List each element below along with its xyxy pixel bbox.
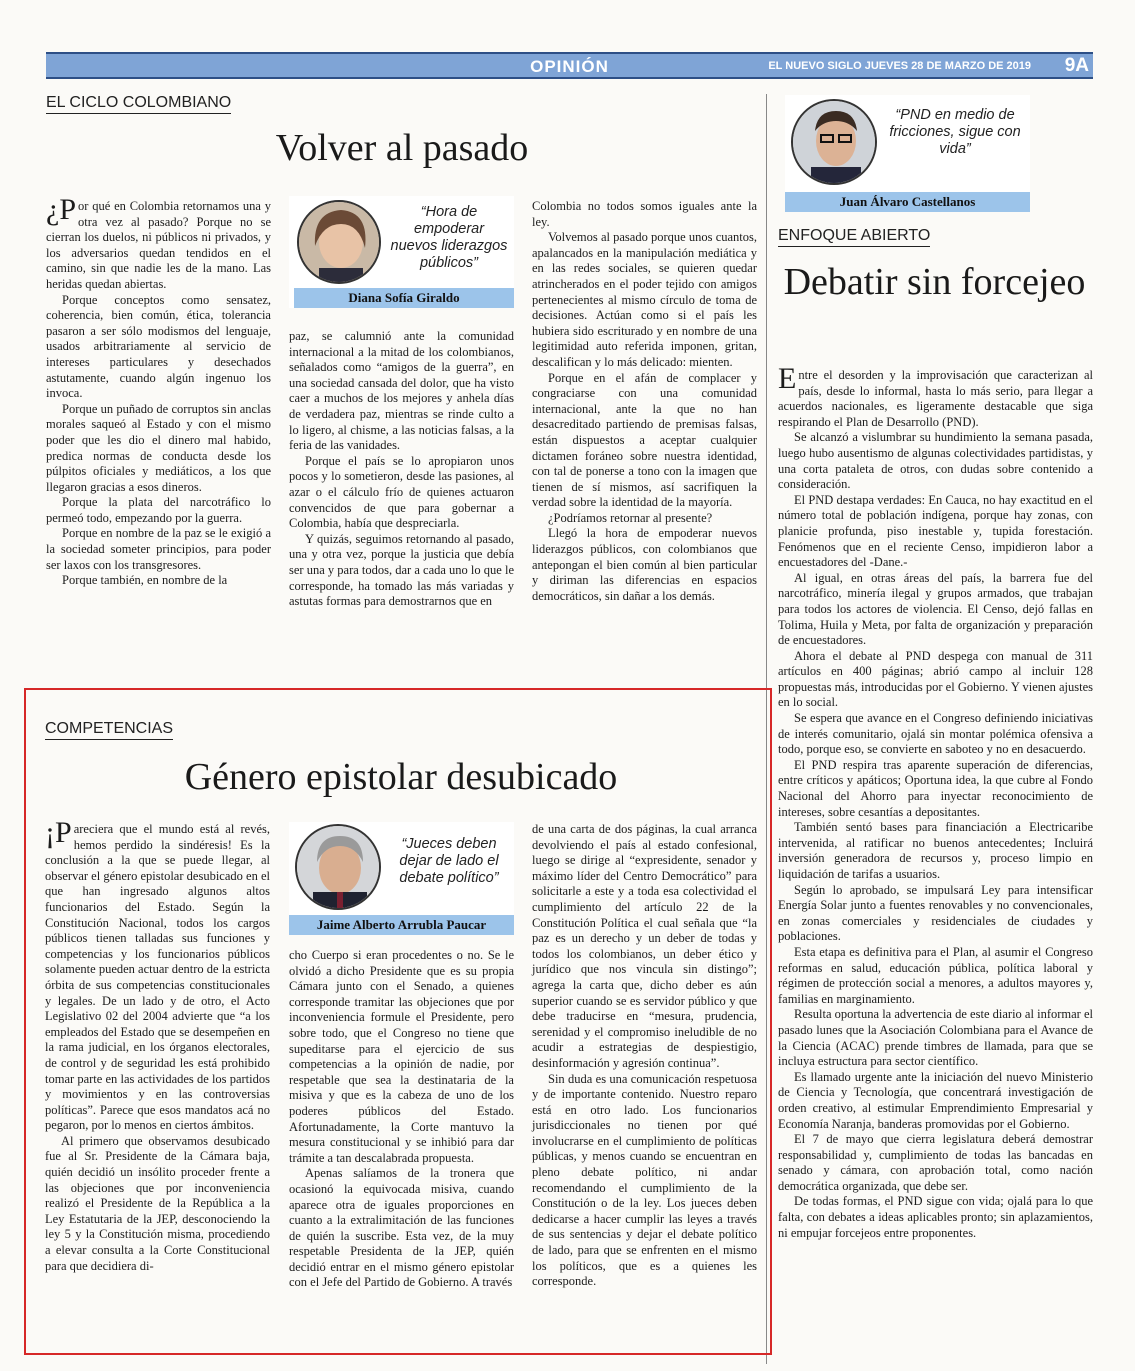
paragraph: ¡Pareciera que el mundo está al revés, hemos perdido la sindéresis! Es la conclusión a la que se puede llegar, al observar el género epistolar desubicado en el que han ingresado algunos altos funcionarios del Estado. Según la Constitución Nacional, todos los cargos públicos tienen talladas sus funciones y competencias y los funcionarios públicos solamente pueden actuar dentro de la estricta órbita de sus competencias constitucionales y legales. De un lado y de otro, el Acto Legislativo 02 del 2004 advierte que “a los empleados del Estado que se desempeñen en la rama judicial, en los órganos electorales, de control y de seguridad les está prohibido tomar parte en las actividades de los partidos y movimientos y en las controversias políticas”. Parece que esos mandatos acá no pegaron, por lo menos en ciertos ámbitos. [45,816,270,1133]
paragraph: El PND respira tras aparente superación de diferencias, entre críticos y apáticos; Oportuna idea, la que cubre al Fondo Nacional del Ahorro para inyectar reconocimiento de intereses, sobre cesantías a depositantes. [778,757,1093,819]
article2-headline: Debatir sin forcejeo [783,261,1086,303]
paragraph: Es llamado urgente ante la iniciación del nuevo Ministerio de Ciencia y Tecnología, que concentrará investigación de orden creativo, al estimular Emprendimiento Empresarial y Economía Naranja, banderas promovidas por el Gobierno. [778,1069,1093,1131]
section-title: OPINIÓN [530,57,609,76]
author-name: Diana Sofía Giraldo [294,288,514,308]
article1-headline: Volver al pasado [275,127,529,169]
pull-quote: “Hora de empoderar nuevos liderazgos públicos” [390,204,508,271]
paragraph: Resulta oportuna la advertencia de este diario al informar el pasado lunes que la Asociación Colombiana para el Avance de la Ciencia (ACAC) prende timbres de llamada, para que se incluya estructura para sector científico. [778,1007,1093,1069]
paragraph: Apenas salíamos de la tronera que ocasionó la equivocada misiva, cuando aparece otra de iguales proporciones en cuanto a la extralimitación de las funciones de quién la suscribe. Esta vez, de la muy respetable Presidenta de la JEP, quién decidió entrar en el mismo género epistolar con el Jefe del Partido de Gobierno. A través [289,1166,514,1290]
article1-column-2 [289,329,514,610]
paragraph: Al primero que observamos desubicado fue al Sr. Presidente de la Cámara baja, quién decidió un insólito proceder frente a las objeciones que por inconveniencia realizó el Presidente de la República a la Ley Estatutaria de la JEP, desconociendo la ley 5 y la Constitución misma, procediendo a elevar consulta a la Corte Constitucional para que decidiera di- [45,1133,270,1273]
paragraph: Porque el país se lo apropiaron unos pocos y lo sometieron, desde las pasiones, al azar o el cálculo frío de quienes actuaron convencidos de que para gobernar a Colombia, había que despreciarla. [289,453,514,531]
section-masthead [46,52,1093,79]
paragraph: Ahora el debate al PND despega con manual de 311 artículos en 400 páginas; abrió campo al incluir 128 propuestas más, introducidas por el Gobierno. Y vienen ajustes en lo social. [778,648,1093,710]
article3-column-2 [289,948,514,1291]
paragraph: Porque también, en nombre de la [62,573,228,588]
author-name: Jaime Alberto Arrubla Paucar [289,915,514,935]
paragraph: Sin duda es una comunicación respetuosa y de importante contenido. Nuestro reparo está en otro lado. Los funcionarios jurisdiccionales no tienen por qué involucrarse en el cumplimiento de políticas públicas, y menos cuando se encuentran en pleno debate político, ni andar recomendando el cumplimiento de la Constitución o de la ley. Los jueces deben dedicarse a hacer cumplir las leyes a través de sus sentencias y dejar el debate político de lado, para que se enfrenten en el mismo los políticos, que es a quienes les corresponde. [532,1071,757,1289]
edition-date: EL NUEVO SIGLO JUEVES 28 DE MARZO DE 2019 [768,60,1031,72]
paragraph: El PND destapa verdades: En Cauca, no hay exactitud en el número total de población indígena, porque hay zonas, con planicie profunda, piso inestable y, tupida forestación. Fenómenos que en el reciente Censo, impidieron labor a encuestadores del -Dane.- [778,492,1093,570]
article3-kicker: COMPETENCIAS [45,720,173,740]
article2-quote-box [785,95,1030,212]
paragraph: cho Cuerpo si eran procedentes o no. Se le olvidó a dicho Presidente que es su propia Cámara junto con el Senado, a quienes corresponde tramitar las objeciones que por inconveniencia formule el Presidente, pero sobre todo, que el Congreso no tiene que supeditarse para el ejercicio de sus competencias a la opinión de nadie, por respetable que sea la destinataria de la misiva y que es la cabeza de uno de los poderes públicos del Estado. Afortunadamente, la Corte mantuvo la mesura constitucional y se inhibió para dar trámite a tan descalabrada propuesta. [289,948,514,1165]
paragraph: ¿Por qué en Colombia retornamos una y otra vez al pasado? Porque no se cierran los duelos, ni públicos ni privados, y los adversarios quedan tendidos en el camino, sin que nadie les de la mano. Las heridas quedan abiertas. [46,193,271,291]
author-photo [791,99,877,185]
paragraph: Porque la plata del narcotráfico lo permeó todo, empezando por la guerra. [46,495,271,525]
author-photo [297,200,381,284]
article1-column-1 [46,193,271,589]
article3-column-1 [45,816,270,1274]
pull-quote: “Jueces deben dejar de lado el debate político” [399,836,499,886]
author-name: Juan Álvaro Castellanos [785,192,1030,212]
paragraph: Se espera que avance en el Congreso definiendo iniciativas de interés comunitario, ojalá sin montar polémica ofensiva a todo, porque eso, se convierte en saboteo y no en desacuerdo. [778,711,1093,757]
paragraph: paz, se calumnió ante la comunidad internacional a la mitad de los colombianos, señalados como “amigos de la guerra”, en una sociedad cansada del dolor, que ha visto caer a muchos de los mejores y anhela días de verdadera paz, mientras se rinde culto a lo ligero, al chisme, a las noticias falsas, a la feria de las vanidades. [289,329,514,453]
paragraph: Se alcanzó a vislumbrar su hundimiento la semana pasada, luego hubo ausentismo de algunas colectividades partidistas, y una corta pataleta de otros, con dudas sobre contenido a consideración. [778,430,1093,492]
article2-column [778,362,1093,1241]
pull-quote: “PND en medio de fricciones, sigue con vida” [889,107,1021,157]
paragraph: Llegó la hora de empoderar nuevos liderazgos públicos, con colombianos que antepongan el bien común al bien particular y diriman las diferencias en espacios democráticos, sin dañar a los demás. [532,526,757,603]
article1-quote-box [289,196,514,308]
paragraph: De todas formas, el PND sigue con vida; ojalá para lo que falta, con debates a ideas aplicables pronto; sin aplazamientos, ni empujar forcejeos entre proponentes. [778,1194,1093,1240]
paragraph: Porque conceptos como sensatez, coherencia, bien común, ética, tolerancia pasaron a ser sólo modismos del lenguaje, usados arbitrariamente al servicio de intereses particulares y desechados astutamente, cuando algún ingenuo los invoca. [46,292,271,401]
paragraph: Porque en nombre de la paz se le exigió a la sociedad someter principios, para poder ser laxos con los transgresores. [46,526,271,572]
paragraph: Colombia no todos somos iguales ante la ley. [532,199,757,229]
page-number: 9A [1064,55,1089,76]
paragraph: El 7 de mayo que cierra legislatura deberá demostrar responsabilidad y, cumplimiento de todas las bancadas en senado y cámara, con aprobación total, como nación democrática organizada, que debe ser. [778,1132,1093,1193]
author-photo [295,824,381,910]
paragraph: de una carta de dos páginas, la cual arranca devolviendo el país al estado confesional, luego se dirige al “expresidente, senador y máximo líder del Centro Democrático” para solicitarle a este y a toda esa colectividad el cumplimiento del artículo 22 de la Constitución Política el cual señala que “la paz es un derecho y un deber de todas y todos los colombianos, un deber ético y jurídico que nos vincula sin distingo”; agrega la carta que, dicho deber es aún superior cuando se es servidor público y que debe traducirse en “mesura, prudencia, serenidad y el compromiso ineludible de no acudir a estrategias de despiestigio, desinformación y agresión continua”. [532,822,757,1070]
paragraph: Porque un puñado de corruptos sin anclas morales saqueó al Estado y con el mismo poder que les dio el dinero mal habido, predica normas de conducta desde los púlpitos oficiales y mediáticos, a los que llegaron gracias a esos dineros. [46,401,271,494]
article2-kicker: ENFOQUE ABIERTO [778,227,930,247]
article3-quote-box [289,822,514,935]
paragraph: ¿Podríamos retornar al presente? [548,510,713,525]
paragraph: Volvemos al pasado porque unos cuantos, apalancados en la manipulación mediática y en las redes sociales, se quieren quedar atrincherados en el poder tejido con amigos pertenecientes al mismo círculo de toma de decisiones. Actúan como si el país les hubiera sido escriturado y en nombre de una legitimidad auto referida imponen, gritan, descalifican y lo más delicado: mienten. [532,230,757,369]
paragraph: Entre el desorden y la improvisación que caracterizan al país, desde lo informal, hasta lo más serio, para llegar a acuerdos nacionales, es ligeramente destacable que siga respirando el Plan de Desarrollo (PND). [778,362,1093,429]
paragraph: Al igual, en otras áreas del país, la barrera fue del narcotráfico, minería ilegal y grupos armados, que trabajan para todos los actores de violencia. El Censo, dejó fallas en Tolima, Huila y Meta, por falta de organización y preparación de encuestadores. [778,570,1093,648]
paragraph: Según lo aprobado, se impulsará Ley para intensificar Energía Solar junto a fuentes renovables y no convencionales, en zonas comerciales y residenciales de ciudades y poblaciones. [778,882,1093,944]
article3-headline: Género epistolar desubicado [184,756,618,798]
article3-column-3 [532,822,757,1290]
paragraph: Porque en el afán de complacer y congraciarse con una comunidad internacional, ante la que no han desacreditado partiendo de premisas falsas, están dispuestos a aceptar cualquier dictamen foráneo sobre nuestra identidad, con tal de ponerse a tono con la imagen que tienen de sí mismos, así sacrifiquen la verdad sobre la identidad de la mayoría. [532,370,757,510]
paragraph: Y quizás, seguimos retornando al pasado, una y otra vez, porque la justicia que debía ser una y para todos, dar a cada uno lo que le corresponde, ha tomado las más variadas y astutas formas para demostrarnos que en [289,531,514,609]
paragraph: Esta etapa es definitiva para el Plan, al asumir el Congreso reformas en salud, educación pública, política laboral y régimen de protección social a menores, a adultos mayores y, familias en marginamiento. [778,944,1093,1006]
article1-kicker: EL CICLO COLOMBIANO [46,94,231,114]
article1-column-3 [532,199,757,604]
paragraph: También sentó bases para financiación a Electricaribe intervenida, al ratificar no buenos antecedentes; Incluirá inversión generadora de recursos y, proceso limpio en liquidación de tarifas a usuarios. [778,820,1093,881]
